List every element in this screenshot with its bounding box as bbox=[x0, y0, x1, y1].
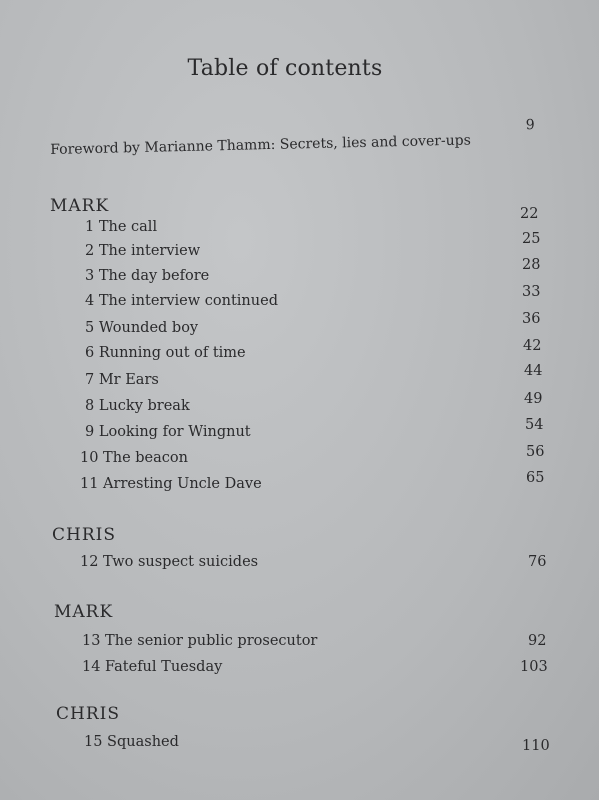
toc-entry-page: 22 bbox=[520, 206, 539, 222]
toc-entry-page: 76 bbox=[528, 554, 547, 570]
toc-entry bbox=[0, 243, 599, 273]
toc-entry-page: 44 bbox=[524, 363, 543, 379]
toc-entry bbox=[0, 633, 599, 653]
toc-entry-page: 36 bbox=[522, 311, 541, 327]
toc-entry-page: 103 bbox=[520, 659, 548, 675]
toc-entry-label: 11 Arresting Uncle Dave bbox=[80, 476, 262, 492]
toc-entry-page: 56 bbox=[526, 444, 545, 460]
toc-entry-label: 7 Mr Ears bbox=[85, 372, 159, 388]
toc-entry bbox=[0, 345, 599, 379]
toc-entry bbox=[0, 293, 599, 327]
toc-entry-label: 8 Lucky break bbox=[85, 398, 190, 414]
section-heading-chris: CHRIS bbox=[56, 704, 120, 724]
toc-entry-label: 4 The interview continued bbox=[85, 293, 278, 309]
toc-entry bbox=[0, 268, 599, 300]
toc-entry-label: 13 The senior public prosecutor bbox=[82, 633, 318, 649]
toc-entry-page: 54 bbox=[525, 417, 544, 433]
toc-entry-page: 110 bbox=[522, 738, 550, 754]
toc-entry-label: Foreword by Marianne Thamm: Secrets, lies and cover-ups bbox=[50, 132, 472, 158]
toc-entry-label: 3 The day before bbox=[85, 268, 210, 284]
toc-entry-foreword bbox=[0, 116, 599, 158]
page-title: Table of contents bbox=[187, 56, 383, 81]
toc-entry-page: 65 bbox=[526, 470, 545, 486]
section-heading-mark: MARK bbox=[50, 196, 110, 216]
toc-entry-label: 1 The call bbox=[85, 219, 158, 235]
toc-entry-page: 92 bbox=[528, 633, 547, 649]
toc-entry-label: 10 The beacon bbox=[80, 450, 188, 466]
toc-entry bbox=[0, 734, 599, 754]
toc-entry-label: 12 Two suspect suicides bbox=[80, 554, 259, 570]
toc-entry-page: 28 bbox=[522, 257, 541, 273]
toc-entry-page: 49 bbox=[524, 391, 543, 407]
toc-entry bbox=[0, 219, 599, 247]
toc-entry-label: 2 The interview bbox=[85, 243, 201, 259]
toc-entry-page: 9 bbox=[525, 117, 535, 134]
toc-entry-label: 6 Running out of time bbox=[85, 345, 246, 361]
toc-entry-page: 33 bbox=[522, 284, 541, 300]
section-heading-chris: CHRIS bbox=[52, 525, 116, 545]
toc-entry-label: 9 Looking for Wingnut bbox=[85, 424, 251, 440]
toc-entry-label: 5 Wounded boy bbox=[85, 320, 199, 336]
toc-entry bbox=[0, 476, 599, 496]
toc-entry-label: 15 Squashed bbox=[84, 734, 179, 750]
section-heading-mark: MARK bbox=[54, 602, 114, 622]
toc-entry-label: 14 Fateful Tuesday bbox=[82, 659, 223, 675]
toc-entry bbox=[0, 554, 599, 574]
toc-entry bbox=[0, 659, 599, 679]
toc-entry-page: 25 bbox=[522, 231, 541, 247]
toc-entry-page: 42 bbox=[523, 338, 542, 354]
